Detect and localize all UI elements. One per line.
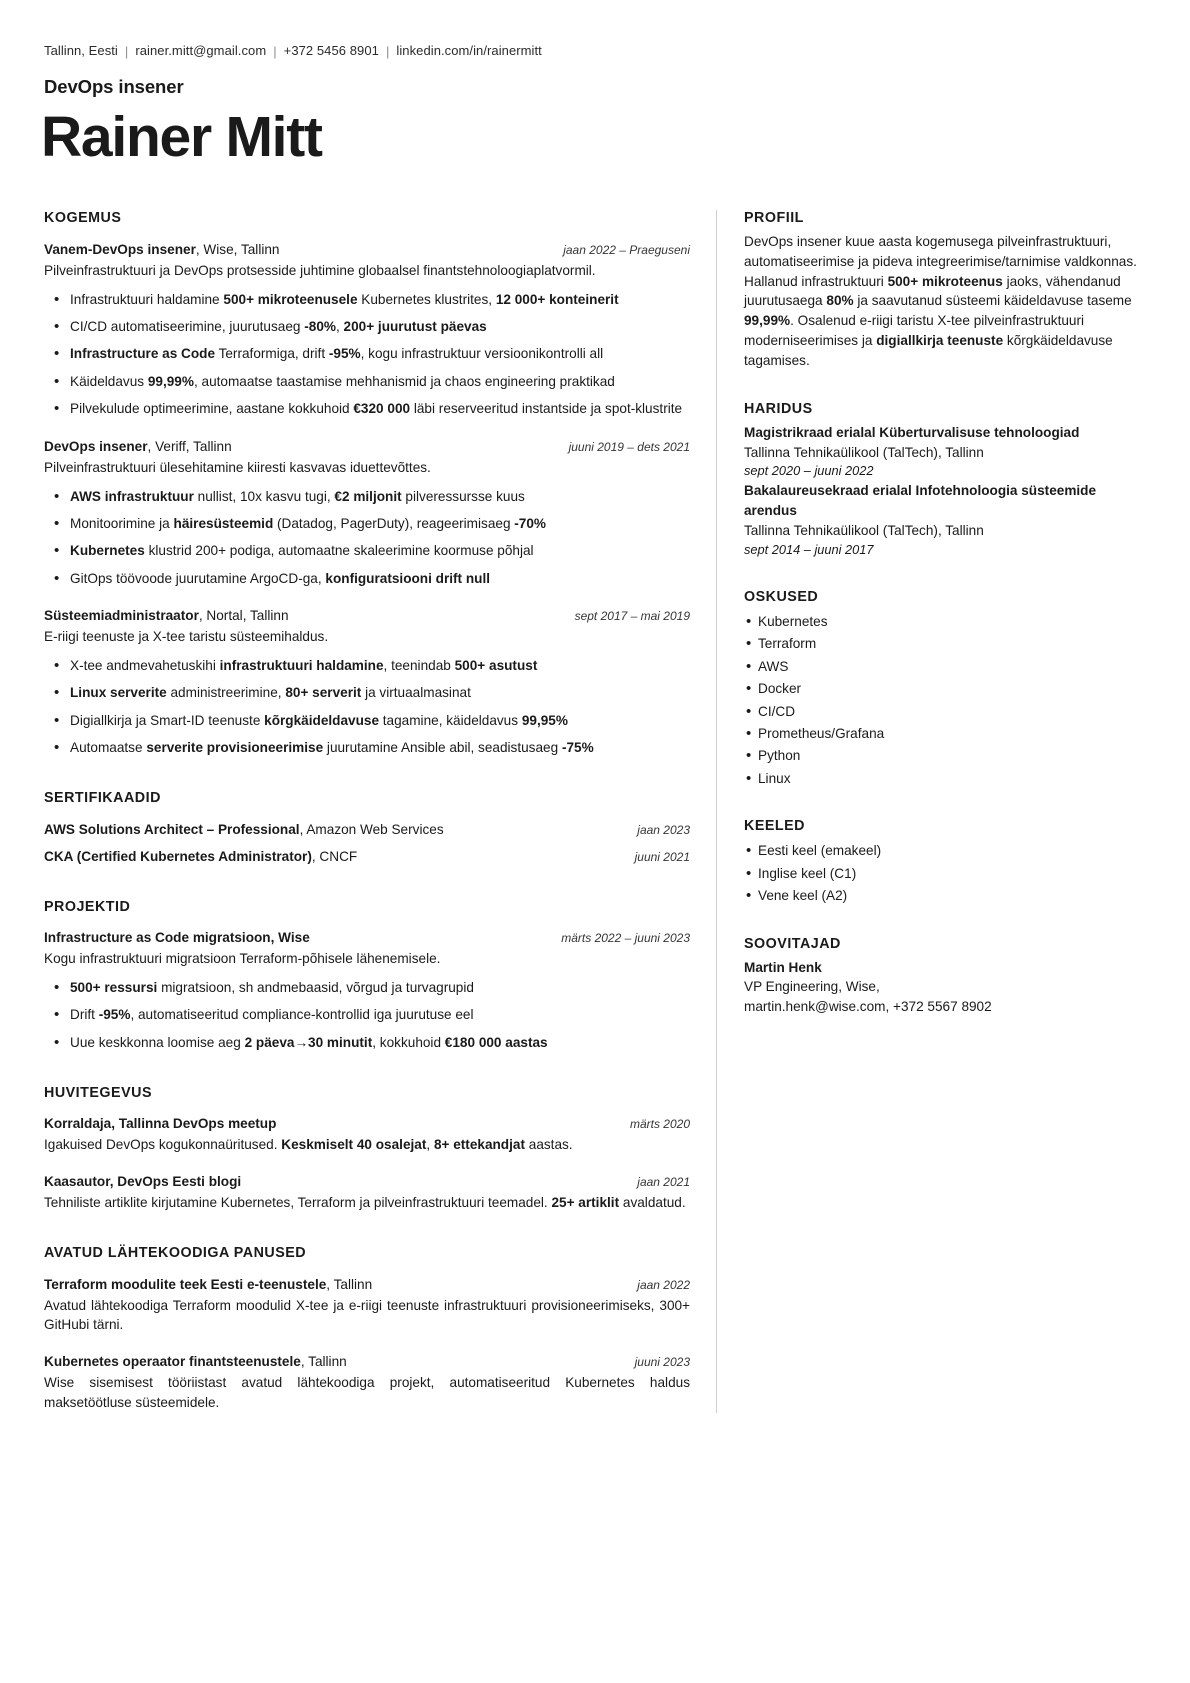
section-heading-projects: PROJEKTID: [44, 898, 131, 915]
experience-item: [44, 606, 690, 758]
experience-title: DevOps insener, Veriff, Tallinn: [44, 438, 232, 454]
experience-bullets: [44, 656, 690, 758]
project-bullets: [44, 978, 690, 1053]
list-item: • Linux: [758, 769, 1144, 789]
experience-date: jaan 2022 – Praeguseni: [563, 242, 690, 257]
bullet-item: • Digiallkirja ja Smart-ID teenuste kõrgkäideldavuse tagamine, käideldavus 99,95%: [70, 711, 690, 731]
bullet-item: • Käideldavus 99,99%, automaatse taastamise mehhanismid ja chaos engineering praktikad: [70, 372, 690, 392]
contact-linkedin[interactable]: linkedin.com/in/rainermitt: [396, 43, 542, 58]
bullet-item: • Automaatse serverite provisioneerimise juurutamine Ansible abil, seadistusaeg -75%: [70, 738, 690, 758]
certificate-date: jaan 2023: [637, 822, 690, 837]
bullet-item: • Pilvekulude optimeerimine, aastane kokkuhoid €320 000 läbi reserveeritud instantside ja spot-klustrite: [70, 399, 690, 419]
experience-description: Pilveinfrastruktuuri ülesehitamine kiiresti kasvavas iduettevõttes.: [44, 459, 431, 475]
activity-title: Kaasautor, DevOps Eesti blogi: [44, 1174, 242, 1190]
bullet-item: • X-tee andmevahetuskihi infrastruktuuri haldamine, teenindab 500+ asutust: [70, 656, 690, 676]
experience-list: [44, 240, 690, 758]
experience-title: Süsteemiadministraator, Nortal, Tallinn: [44, 608, 289, 624]
content-columns: [44, 208, 1144, 1413]
contact-email[interactable]: rainer.mitt@gmail.com: [135, 43, 267, 58]
section-heading-education: HARIDUS: [744, 400, 813, 417]
list-item: • AWS: [758, 657, 1144, 677]
list-item: • CI/CD: [758, 702, 1144, 722]
certificate-date: juuni 2021: [634, 849, 690, 864]
profile-paragraph: DevOps insener kuue aasta kogemusega pilveinfrastruktuuri, automatiseerimise ja pideva integreerimise/tarnimise valdkonnas. Hallanud infrastruktuuri 500+ mikroteenus jaoks, vähendanud juurutusaega 80% ja saavutanud süsteemi käideldavuse taseme 99,99%. Osalenud e-riigi taristu X-tee pilveinfrastruktuuri moderniseerimises ja digiallkirja teenuste kõrgkäideldavuse tagamises.: [744, 233, 1137, 369]
opensource-date: jaan 2022: [637, 1277, 690, 1292]
project-title: Infrastructure as Code migratsioon, Wise: [44, 930, 310, 946]
list-item: • Kubernetes: [758, 612, 1144, 632]
right-column: [717, 208, 1144, 1413]
bullet-item: • Linux serverite administreerimine, 80+ serverit ja virtuaalmasinat: [70, 683, 690, 703]
bullet-item: • Infrastruktuuri haldamine 500+ mikroteenusele Kubernetes klustrites, 12 000+ konteinerit: [70, 290, 690, 310]
bullet-item: • CI/CD automatiseerimine, juurutusaeg -80%, 200+ juurutust päevas: [70, 317, 690, 337]
contact-location: Tallinn, Eesti: [44, 43, 118, 58]
bullet-item: • Infrastructure as Code Terraformiga, drift -95%, kogu infrastruktuur versioonikontrolli all: [70, 344, 690, 364]
page-title: Rainer Mitt: [41, 104, 322, 169]
contact-phone[interactable]: +372 5456 8901: [283, 43, 379, 58]
left-column: [44, 208, 716, 1413]
experience-description: Pilveinfrastruktuuri ja DevOps protsesside juhtimine globaalsel finantstehnoloogiaplatvormil.: [44, 262, 596, 278]
experience-description: E-riigi teenuste ja X-tee taristu süsteemihaldus.: [44, 629, 329, 645]
experience-item: [44, 437, 690, 589]
experience-bullets: [44, 487, 690, 589]
job-role-subtitle: DevOps insener: [44, 75, 184, 97]
reference-name: Martin Henk: [744, 959, 822, 975]
list-item: • Docker: [758, 679, 1144, 699]
activity-description: Tehniliste artiklite kirjutamine Kubernetes, Terraform ja pilveinfrastruktuuri teemadel. 25+ artiklit avaldatud.: [44, 1195, 686, 1210]
contact-separator-icon: |: [273, 44, 277, 59]
languages-list: [744, 841, 1144, 906]
section-heading-certificates: SERTIFIKAADID: [44, 789, 161, 806]
bullet-item: • Kubernetes klustrid 200+ podiga, automaatne skaleerimine koormuse põhjal: [70, 541, 690, 561]
list-item: • Prometheus/Grafana: [758, 724, 1144, 744]
certificate-title: AWS Solutions Architect – Professional, Amazon Web Services: [44, 821, 444, 837]
project-description: Kogu infrastruktuuri migratsioon Terraform-põhisele lähenemisele.: [44, 951, 441, 967]
experience-title: Vanem-DevOps insener, Wise, Tallinn: [44, 241, 280, 257]
skills-list: [744, 612, 1144, 788]
education-school: Tallinna Tehnikaülikool (TalTech), Tallinn: [744, 444, 984, 460]
section-heading-skills: OSKUSED: [744, 589, 819, 606]
education-item: [744, 481, 1144, 559]
reference-item: [744, 958, 1144, 1018]
activity-date: jaan 2021: [637, 1175, 690, 1190]
activity-item: [44, 1114, 690, 1155]
projects-list: [44, 928, 690, 1052]
experience-bullets: [44, 290, 690, 419]
list-item: • Eesti keel (emakeel): [758, 841, 1144, 861]
activity-description: Igakuised DevOps kogukonnaüritused. Keskmiselt 40 osalejat, 8+ ettekandjat aastas.: [44, 1137, 573, 1153]
activity-item: [44, 1172, 690, 1213]
bullet-item: • Uue keskkonna loomise aeg 2 päeva→30 minutit, kokkuhoid €180 000 aastas: [70, 1033, 690, 1053]
education-school: Tallinna Tehnikaülikool (TalTech), Tallinn: [744, 522, 984, 538]
certificate-item: [44, 820, 690, 840]
bullet-item: • Drift -95%, automatiseeritud compliance-kontrollid iga juurutuse eel: [70, 1005, 690, 1025]
project-item: [44, 928, 690, 1052]
contact-separator-icon: |: [385, 44, 390, 59]
certificate-title: CKA (Certified Kubernetes Administrator), CNCF: [44, 848, 358, 864]
bullet-item: • AWS infrastruktuur nullist, 10x kasvu tugi, €2 miljonit pilveressursse kuus: [70, 487, 690, 507]
opensource-description: Wise sisemisest tööriistast avatud lähtekoodiga projekt, automatiseeritud Kubernetes haldus maksetöötluse süsteemidele.: [44, 1375, 690, 1410]
section-heading-opensource: AVATUD LÄHTEKOODIGA PANUSED: [44, 1244, 307, 1261]
section-heading-languages: KEELED: [744, 818, 805, 835]
list-item: • Python: [758, 746, 1144, 766]
section-heading-experience: KOGEMUS: [44, 210, 122, 227]
activities-list: [44, 1114, 690, 1212]
opensource-item: [44, 1275, 690, 1336]
section-heading-references: SOOVITAJAD: [744, 935, 841, 952]
activity-date: märts 2020: [629, 1117, 690, 1132]
contact-line: [44, 42, 1144, 61]
list-item: • Terraform: [758, 634, 1144, 654]
education-list: [744, 423, 1144, 560]
certificates-list: [44, 820, 690, 867]
activity-title: Korraldaja, Tallinna DevOps meetup: [44, 1116, 277, 1132]
profile-text: [744, 232, 1144, 371]
references-list: [744, 958, 1144, 1018]
bullet-item: • GitOps töövoode juurutamine ArgoCD-ga, konfiguratsiooni drift null: [70, 569, 690, 589]
section-heading-activities: HUVITEGEVUS: [44, 1084, 152, 1101]
experience-date: juuni 2019 – dets 2021: [568, 439, 690, 454]
opensource-title: Kubernetes operaator finantsteenustele, Tallinn: [44, 1354, 347, 1370]
opensource-list: [44, 1275, 690, 1413]
opensource-item: [44, 1352, 690, 1413]
education-degree: Magistrikraad erialal Küberturvalisuse tehnoloogiad: [744, 424, 1080, 440]
bullet-item: • Monitoorimine ja häiresüsteemid (Datadog, PagerDuty), reageerimisaeg -70%: [70, 514, 690, 534]
opensource-description: Avatud lähtekoodiga Terraform moodulid X-tee ja e-riigi teenuste infrastruktuuri provisioneerimiseks, 300+ GitHubi tärni.: [44, 1297, 690, 1333]
experience-date: sept 2017 – mai 2019: [574, 609, 690, 624]
education-degree: Bakalaureusekraad erialal Infotehnoloogia süsteemide arendus: [744, 483, 1097, 518]
reference-role: VP Engineering, Wise,: [744, 979, 880, 995]
section-heading-profile: PROFIIL: [744, 210, 804, 227]
opensource-date: juuni 2023: [634, 1355, 690, 1370]
list-item: • Vene keel (A2): [758, 886, 1144, 906]
reference-contact: martin.henk@wise.com, +372 5567 8902: [744, 999, 992, 1015]
project-date: märts 2022 – juuni 2023: [561, 931, 690, 946]
education-date: sept 2020 – juuni 2022: [744, 463, 874, 479]
bullet-item: • 500+ ressursi migratsioon, sh andmebaasid, võrgud ja turvagrupid: [70, 978, 690, 998]
experience-item: [44, 240, 690, 419]
list-item: • Inglise keel (C1): [758, 864, 1144, 884]
contact-separator-icon: |: [124, 44, 129, 59]
education-date: sept 2014 – juuni 2017: [744, 541, 874, 557]
certificate-item: [44, 847, 690, 867]
education-item: [744, 423, 1144, 481]
opensource-title: Terraform moodulite teek Eesti e-teenustele, Tallinn: [44, 1276, 373, 1292]
